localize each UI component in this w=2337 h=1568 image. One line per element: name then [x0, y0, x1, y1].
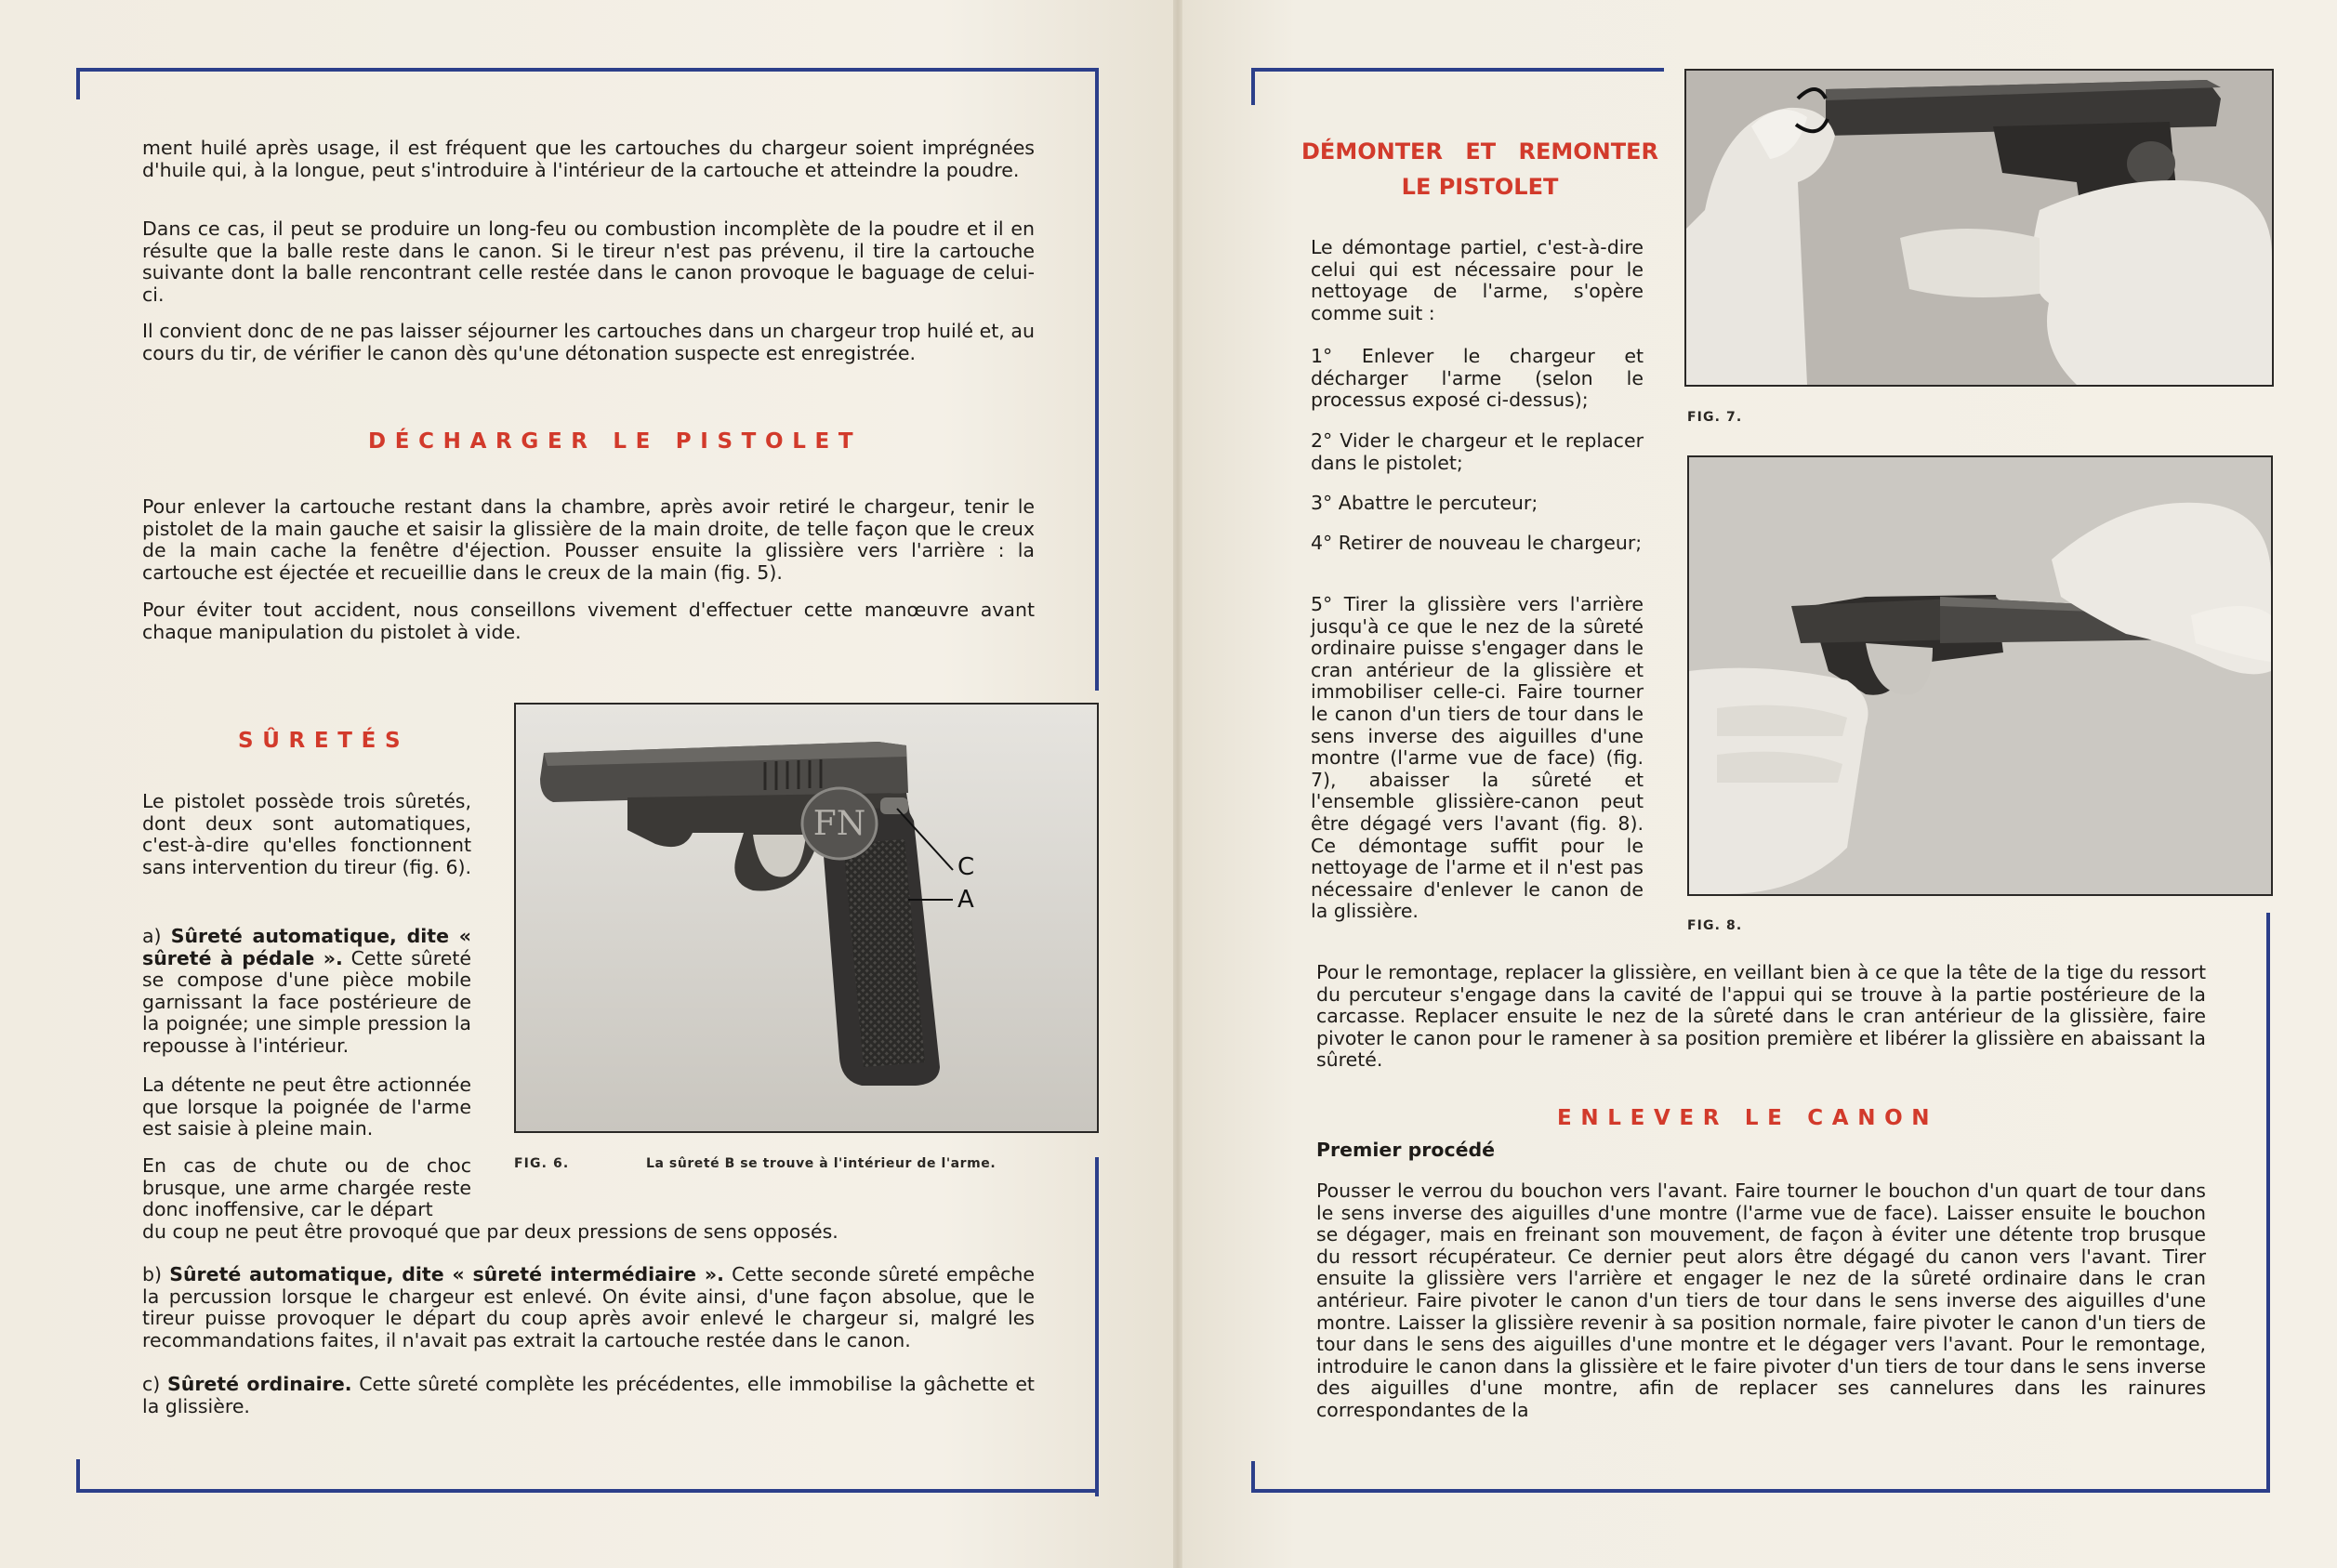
right-step-1: 1° Enlever le chargeur et décharger l'arme (selon le processus exposé ci-dessus); — [1311, 345, 1644, 412]
heading-decharger: DÉCHARGER LE PISTOLET — [368, 429, 863, 454]
item-c-title: Sûreté ordinaire. — [166, 1373, 352, 1395]
left-paragraph-9b: du coup ne peut être provoqué que par deux pressions de sens opposés. — [142, 1220, 838, 1243]
left-paragraph-10 — [142, 1264, 1035, 1351]
callout-c-label: C — [957, 853, 975, 881]
left-paragraph-11 — [142, 1374, 1035, 1417]
right-top-left-tick — [1251, 68, 1255, 105]
fig8-photo — [1687, 455, 2273, 896]
fig6-caption: La sûreté B se trouve à l'intérieur de l'arme. — [646, 1156, 997, 1171]
pistol-side-illustration — [516, 705, 1097, 1131]
item-c-label: c) — [142, 1373, 167, 1395]
heading-suretes: SÛRETÉS — [238, 729, 410, 753]
fig8-label: FIG. 8. — [1687, 918, 1743, 933]
right-top-rule — [1251, 68, 1664, 72]
item-c-text: Cette sûreté complète les précédentes, elle immobilise la gâchette et la glissière. — [142, 1373, 1035, 1417]
heading-enlever-canon: ENLEVER LE CANON — [1557, 1106, 1939, 1130]
item-a-label: a) — [142, 925, 171, 947]
left-top-rule — [76, 68, 1099, 72]
subheading-premier-procede: Premier procédé — [1316, 1139, 1496, 1161]
fig6-label: FIG. 6. — [514, 1156, 570, 1171]
left-paragraph-8: La détente ne peut être actionnée que lorsque la poignée de l'arme est saisie à pleine main. — [142, 1074, 471, 1140]
item-b-text: Cette seconde sûreté empêche la percussion lorsque le chargeur est enlevé. On évite ainsi, d'une façon absolue, que le tireur puisse provoquer le départ du coup après avoir enlevé le chargeur si, malgré les recommandations faites, il n'avait pas extrait la cartouche restée dans le canon. — [142, 1263, 1035, 1351]
heading-demonter-line-2: LE PISTOLET — [1401, 174, 1559, 200]
spine-gutter — [1173, 0, 1182, 1568]
right-paragraph-canon: Pousser le verrou du bouchon vers l'avant. Faire tourner le bouchon d'un quart de tour dans le sens inverse des aiguilles d'une montre (l'arme vue de face). Laisser ensuite le bouchon se dégager, mais en freinant son mouvement, de façon à éviter une détente trop brusque du ressort récupérateur. Ce dernier peut alors être dégagé du canon vers l'avant. Tirer ensuite la glissière vers l'arrière et engager le nez de la sûreté ordinaire dans le cran antérieur. Faire pivoter le canon d'un tiers de tour dans le sens inverse des aiguilles d'une montre. Laisser la glissière revenir à sa position normale, faire pivoter le canon d'un tiers de tour dans le sens des aiguilles d'une montre et le dégager vers l'avant. Pour le remontage, introduire le canon dans la glissière et le faire pivoter d'un tiers de tour dans le sens inverse des aiguilles d'une montre, afin de replacer ses cannelures dans les rainures correspondantes de la — [1316, 1179, 2206, 1421]
right-bottom-left-tick — [1251, 1461, 1255, 1493]
right-step-5: 5° Tirer la glissière vers l'arrière jusqu'à ce que le nez de la sûreté ordinaire puisse s'engager dans le cran antérieur de la glissière et immobiliser celle-ci. Faire tourner le canon d'un tiers de tour dans le sens inverse des aiguilles d'une montre (l'arme vue de face) (fig. 7), abaisser la sûreté et l'ensemble glissière-canon peut être dégagé vers l'avant (fig. 8). Ce démontage suffit pour le nettoyage de l'arme et il n'est pas nécessaire d'enlever le canon de la glissière. — [1311, 593, 1644, 923]
left-paragraph-9a: En cas de chute ou de choc brusque, une arme chargée reste donc inoffensive, car le départ — [142, 1154, 471, 1221]
fig7-label: FIG. 7. — [1687, 410, 1743, 425]
svg-text:FN: FN — [812, 805, 866, 843]
hands-turning-barrel-illustration — [1686, 71, 2272, 385]
heading-demonter-line-1: DÉMONTER ET REMONTER — [1301, 138, 1658, 165]
left-bottom-left-tick — [76, 1459, 80, 1493]
item-a-title: Sûreté automatique, dite « sûreté à pédale ». — [142, 925, 471, 969]
fig6-pistol-photo — [514, 703, 1099, 1133]
right-step-2: 2° Vider le chargeur et le replacer dans le pistolet; — [1311, 429, 1644, 474]
left-paragraph-6: Le pistolet possède trois sûretés, dont deux sont automatiques, c'est-à-dire qu'elles fonctionnent sans intervention du tireur (fig. 6). — [142, 790, 472, 878]
right-step-4: 4° Retirer de nouveau le chargeur; — [1311, 532, 1643, 554]
left-paragraph-7 — [142, 926, 471, 1058]
item-b-label: b) — [142, 1263, 170, 1285]
item-a-text: Cette sûreté se compose d'une pièce mobile garnissant la face postérieure de la poignée; une simple pression la repousse à l'intérieur. — [142, 946, 471, 1057]
left-paragraph-5: Pour éviter tout accident, nous conseillons vivement d'effectuer cette manœuvre avant chaque manipulation du pistolet à vide. — [142, 599, 1035, 643]
right-right-rule — [2266, 913, 2270, 1493]
right-bottom-rule — [1251, 1489, 2270, 1493]
fig7-photo — [1684, 69, 2274, 387]
right-paragraph-1: Le démontage partiel, c'est-à-dire celui qui est nécessaire pour le nettoyage de l'arme, s'opère comme suit : — [1311, 236, 1644, 324]
left-paragraph-4: Pour enlever la cartouche restant dans la chambre, après avoir retiré le chargeur, tenir le pistolet de la main gauche et saisir la glissière de la main droite, de telle façon que le creux de la main cache la fenêtre d'éjection. Pousser ensuite la glissière vers l'arrière : la cartouche est éjectée et recueillie dans le creux de la main (fig. 5). — [142, 495, 1035, 584]
right-paragraph-remontage: Pour le remontage, replacer la glissière, en veillant bien à ce que la tête de la tige du ressort du percuteur s'engage dans la cavité de l'appui qui se trouve à la partie postérieure de la carcasse. Replacer ensuite le nez de la sûreté dans le cran antérieur de la glissière, faire pivoter le canon pour le ramener à sa position première et libérer la glissière en abaissant la sûreté. — [1316, 961, 2206, 1072]
left-paragraph-1: ment huilé après usage, il est fréquent que les cartouches du chargeur soient imprégnées d'huile qui, à la longue, peut s'introduire à l'intérieur de la cartouche et atteindre la poudre. — [142, 137, 1035, 181]
right-step-3: 3° Abattre le percuteur; — [1311, 492, 1538, 514]
callout-a-label: A — [957, 886, 974, 914]
item-b-title: Sûreté automatique, dite « sûreté intermédiaire ». — [169, 1263, 724, 1285]
left-right-rule — [1095, 68, 1099, 691]
left-paragraph-3: Il convient donc de ne pas laisser séjourner les cartouches dans un chargeur trop huilé et, au cours du tir, de vérifier le canon dès qu'une détonation suspecte est enregistrée. — [142, 320, 1035, 364]
hands-removing-slide-illustration — [1689, 457, 2271, 894]
heading-demonter — [1301, 134, 1658, 204]
left-bottom-rule — [76, 1489, 1099, 1493]
left-right-rule-lower — [1095, 1157, 1099, 1496]
left-top-left-tick — [76, 68, 80, 99]
left-paragraph-2: Dans ce cas, il peut se produire un long-feu ou combustion incomplète de la poudre et il en résulte que la balle reste dans le canon. Si le tireur n'est pas prévenu, il tire la cartouche suivante dont la balle rencontrant celle restée dans le canon provoque le baguage de celui-ci. — [142, 217, 1035, 306]
